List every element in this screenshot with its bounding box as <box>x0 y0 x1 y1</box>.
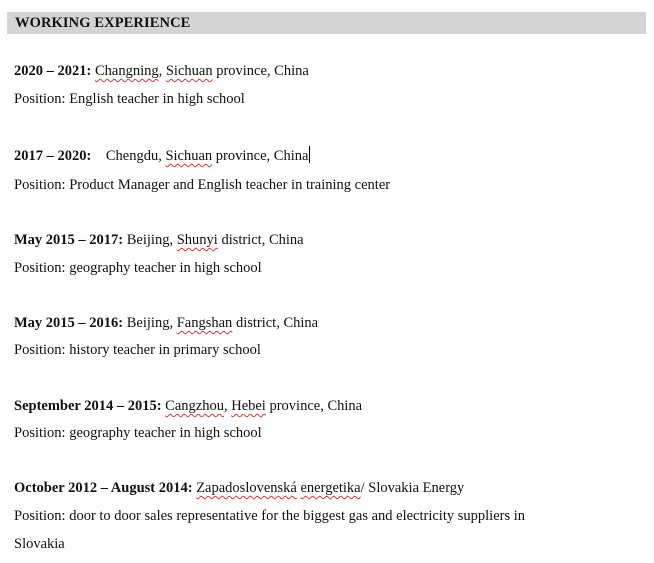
entry-4-period: May 2015 – 2016: <box>14 315 124 331</box>
entry-1-position[interactable]: Position: English teacher in high school <box>14 91 245 107</box>
entry-4-place-rest: district, China <box>232 315 319 331</box>
entry-4-heading[interactable] <box>14 314 318 332</box>
entry-1-period: 2020 – 2021: <box>14 63 92 79</box>
text-cursor <box>309 146 310 163</box>
entry-5-period: September 2014 – 2015: <box>14 398 162 414</box>
entry-4-position[interactable]: Position: history teacher in primary school <box>14 342 261 358</box>
entry-2-place-rest: province, China <box>212 148 309 164</box>
entry-5-region: Hebei <box>231 398 266 414</box>
entry-5-place-comma: , <box>223 398 232 414</box>
entry-6-place-rest: / Slovakia Energy <box>360 480 465 496</box>
section-title: WORKING EXPERIENCE <box>15 15 191 31</box>
entry-3-heading[interactable] <box>14 231 304 249</box>
entry-1-place-rest: province, China <box>212 63 309 79</box>
entry-3-position[interactable]: Position: geography teacher in high school <box>14 260 262 276</box>
entry-4-place-start: Beijing, <box>123 315 177 331</box>
entry-6-position-line-2[interactable]: Slovakia <box>14 536 65 552</box>
entry-6-company-word-1: Zapadoslovenská <box>196 480 297 496</box>
entry-3-period: May 2015 – 2017: <box>14 232 124 248</box>
entry-2-region: Sichuan <box>165 148 213 164</box>
entry-3-place-start: Beijing, <box>123 232 177 248</box>
entry-3-district: Shunyi <box>176 232 218 248</box>
entry-4-district: Fangshan <box>176 315 233 331</box>
entry-5-position[interactable]: Position: geography teacher in high school <box>14 425 262 441</box>
entry-6-position-line-1[interactable]: Position: door to door sales representative for the biggest gas and electricity suppliers in <box>14 508 526 524</box>
entry-6-company-word-2: energetika <box>300 480 361 496</box>
entry-1-region: Sichuan <box>165 63 213 79</box>
entry-1-place-comma: , <box>158 63 166 79</box>
entry-1-city: Changning <box>94 63 159 79</box>
entry-3-place-rest: district, China <box>217 232 304 248</box>
entry-2-position[interactable]: Position: Product Manager and English teacher in training center <box>14 177 391 193</box>
entry-2-period: 2017 – 2020: <box>14 148 92 164</box>
entry-5-heading[interactable] <box>14 397 362 415</box>
entry-5-city: Cangzhou <box>165 398 224 414</box>
entry-5-place-rest: province, China <box>265 398 363 414</box>
section-header <box>7 12 646 34</box>
entry-1-heading[interactable] <box>14 62 309 80</box>
entry-2-heading[interactable] <box>14 146 310 165</box>
entry-2-place-start: Chengdu, <box>91 148 166 164</box>
entry-6-period: October 2012 – August 2014: <box>14 480 193 496</box>
entry-6-heading[interactable] <box>14 479 464 497</box>
